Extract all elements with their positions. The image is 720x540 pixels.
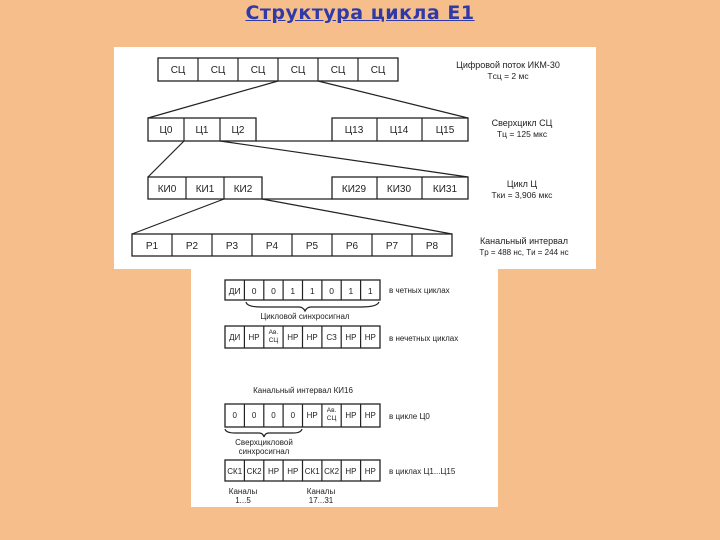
stream-cell: СЦ bbox=[370, 65, 386, 76]
multiframe-sync-brace bbox=[225, 429, 302, 437]
superframe-row bbox=[148, 118, 553, 141]
ki0-odd-cell: НР bbox=[364, 333, 376, 342]
stream-cell: СЦ bbox=[330, 65, 346, 76]
ki16-frame0-cell: НР bbox=[345, 411, 357, 420]
ki0-even-cell: 1 bbox=[290, 286, 296, 296]
frame-sync-label: Цикловой синхросигнал bbox=[260, 312, 350, 321]
ki0-odd-row bbox=[225, 326, 458, 348]
bit-cell: P1 bbox=[145, 241, 159, 252]
channels-a-label: Каналы bbox=[228, 487, 258, 496]
ki0-odd-cell: СЗ bbox=[326, 333, 337, 342]
superframe-period-label: Tц = 125 мкс bbox=[496, 129, 548, 139]
ki16-frame0-cell: 0 bbox=[290, 411, 296, 420]
ki16-frame0-cell: 0 bbox=[251, 411, 257, 420]
stream-period-label: Tсц = 2 мс bbox=[487, 71, 529, 81]
multiframe-sync-label: Сверхцикловой bbox=[235, 438, 293, 447]
ki0-even-cell: 0 bbox=[251, 286, 257, 296]
stream-cell: СЦ bbox=[170, 65, 186, 76]
slide-title: Структура цикла Е1 bbox=[245, 2, 475, 24]
ki16-frames-cell: НР bbox=[345, 467, 357, 476]
frame-cell: КИ1 bbox=[195, 184, 215, 195]
e1-hierarchy-svg bbox=[114, 47, 596, 269]
ki16-frame0-cell: 0 bbox=[232, 411, 237, 420]
superframe-cell: Ц1 bbox=[195, 125, 209, 136]
superframe-cell: Ц13 bbox=[344, 125, 364, 136]
bit-cell: P8 bbox=[425, 241, 439, 252]
ki0-odd-cell: НР bbox=[306, 333, 318, 342]
ki0-odd-cell: НР bbox=[345, 333, 357, 342]
ki16-frames-cell: СК1 bbox=[304, 467, 320, 476]
expand-line bbox=[262, 199, 452, 234]
ki16-frame0-label: в цикле Ц0 bbox=[389, 412, 430, 421]
frame-row bbox=[148, 177, 553, 200]
ki16-frame0-cell: НР bbox=[306, 411, 318, 420]
timeslot-details-svg bbox=[191, 269, 498, 507]
ki0-odd-cell: НР bbox=[287, 333, 299, 342]
ki0-odd-cell: ДИ bbox=[229, 333, 241, 342]
channels-b-range: 17...31 bbox=[308, 496, 334, 505]
frame-cell: КИ2 bbox=[233, 184, 253, 195]
multiframe-sync-label-2: синхросигнал bbox=[238, 447, 290, 456]
expand-line bbox=[132, 199, 224, 234]
ki16-frames-cell: НР bbox=[364, 467, 376, 476]
frame-cell: КИ0 bbox=[157, 184, 177, 195]
frame-cell: КИ30 bbox=[386, 184, 412, 195]
ki16-frames-cell: НР bbox=[287, 467, 299, 476]
ki0-even-cell: ДИ bbox=[228, 286, 241, 296]
superframe-cell: Ц14 bbox=[389, 125, 409, 136]
timeslot-details-diagram bbox=[191, 269, 498, 507]
ki0-even-cell: 1 bbox=[309, 286, 315, 296]
channel-interval-period-label: Tр = 488 нс, Tи = 244 нс bbox=[479, 248, 569, 257]
channels-b-label: Каналы bbox=[306, 487, 336, 496]
bit-cell: P3 bbox=[225, 241, 239, 252]
expand-line bbox=[148, 81, 278, 118]
ki0-even-cell: 0 bbox=[329, 286, 334, 296]
ki0-odd-cell: Ав. СЦ bbox=[268, 329, 279, 344]
bit-cell: P4 bbox=[265, 241, 279, 252]
bit-cell: P6 bbox=[345, 241, 359, 252]
ki16-title: Канальный интервал КИ16 bbox=[253, 386, 353, 395]
ki16-frames-cell: СК1 bbox=[227, 467, 243, 476]
frame-cell: КИ29 bbox=[341, 184, 367, 195]
ki0-odd-alarm-cell bbox=[264, 327, 283, 348]
ki16-frame0-alarm-cell bbox=[322, 405, 341, 427]
stream-cell: СЦ bbox=[290, 65, 306, 76]
e1-hierarchy-diagram bbox=[114, 47, 596, 269]
expand-line bbox=[148, 141, 184, 177]
bit-cell: P7 bbox=[385, 241, 399, 252]
sync-brace bbox=[246, 302, 379, 311]
ki16-frames-cell: НР bbox=[267, 467, 280, 476]
bit-cell: P2 bbox=[185, 241, 199, 252]
frame-cell: КИ31 bbox=[432, 184, 458, 195]
superframe-cell: Ц0 bbox=[159, 125, 173, 136]
ki0-even-cell: 1 bbox=[367, 286, 373, 296]
ki0-even-row bbox=[225, 280, 450, 321]
stream-cell: СЦ bbox=[210, 65, 226, 76]
superframe-cell: Ц2 bbox=[231, 125, 245, 136]
ki16-frame0-cell: Ав. СЦ bbox=[326, 407, 337, 422]
ki16-frame0-row bbox=[225, 404, 430, 456]
ki16-frames-cell: СК2 bbox=[324, 467, 340, 476]
multiframe-stream-row bbox=[158, 58, 560, 81]
expand-line bbox=[318, 81, 468, 118]
bit-cell: P5 bbox=[305, 241, 319, 252]
stream-cell: СЦ bbox=[250, 65, 266, 76]
frame-label: Цикл Ц bbox=[506, 179, 538, 189]
ki16-frames-row bbox=[225, 460, 456, 505]
channels-a-range: 1...5 bbox=[235, 496, 251, 505]
expand-line bbox=[220, 141, 468, 177]
ki0-even-label: в четных циклах bbox=[389, 286, 450, 295]
ki0-odd-cell: НР bbox=[248, 333, 260, 342]
stream-label: Цифровой поток ИКМ-30 bbox=[456, 60, 560, 70]
frame-period-label: Tки = 3,906 мкс bbox=[491, 190, 553, 200]
ki0-even-cell: 0 bbox=[271, 286, 276, 296]
superframe-cell: Ц15 bbox=[435, 125, 455, 136]
ki16-frames-label: в циклах Ц1...Ц15 bbox=[389, 467, 456, 476]
ki16-frame0-cell: 0 bbox=[271, 411, 276, 420]
ki16-frame0-cell: НР bbox=[364, 411, 376, 420]
channel-interval-label: Канальный интервал bbox=[479, 236, 569, 246]
ki16-frames-cell: СК2 bbox=[246, 467, 262, 476]
channel-interval-row bbox=[132, 234, 569, 257]
ki0-odd-label: в нечетных циклах bbox=[389, 334, 459, 343]
superframe-label: Сверхцикл СЦ bbox=[491, 118, 553, 128]
ki0-even-cell: 1 bbox=[348, 286, 354, 296]
